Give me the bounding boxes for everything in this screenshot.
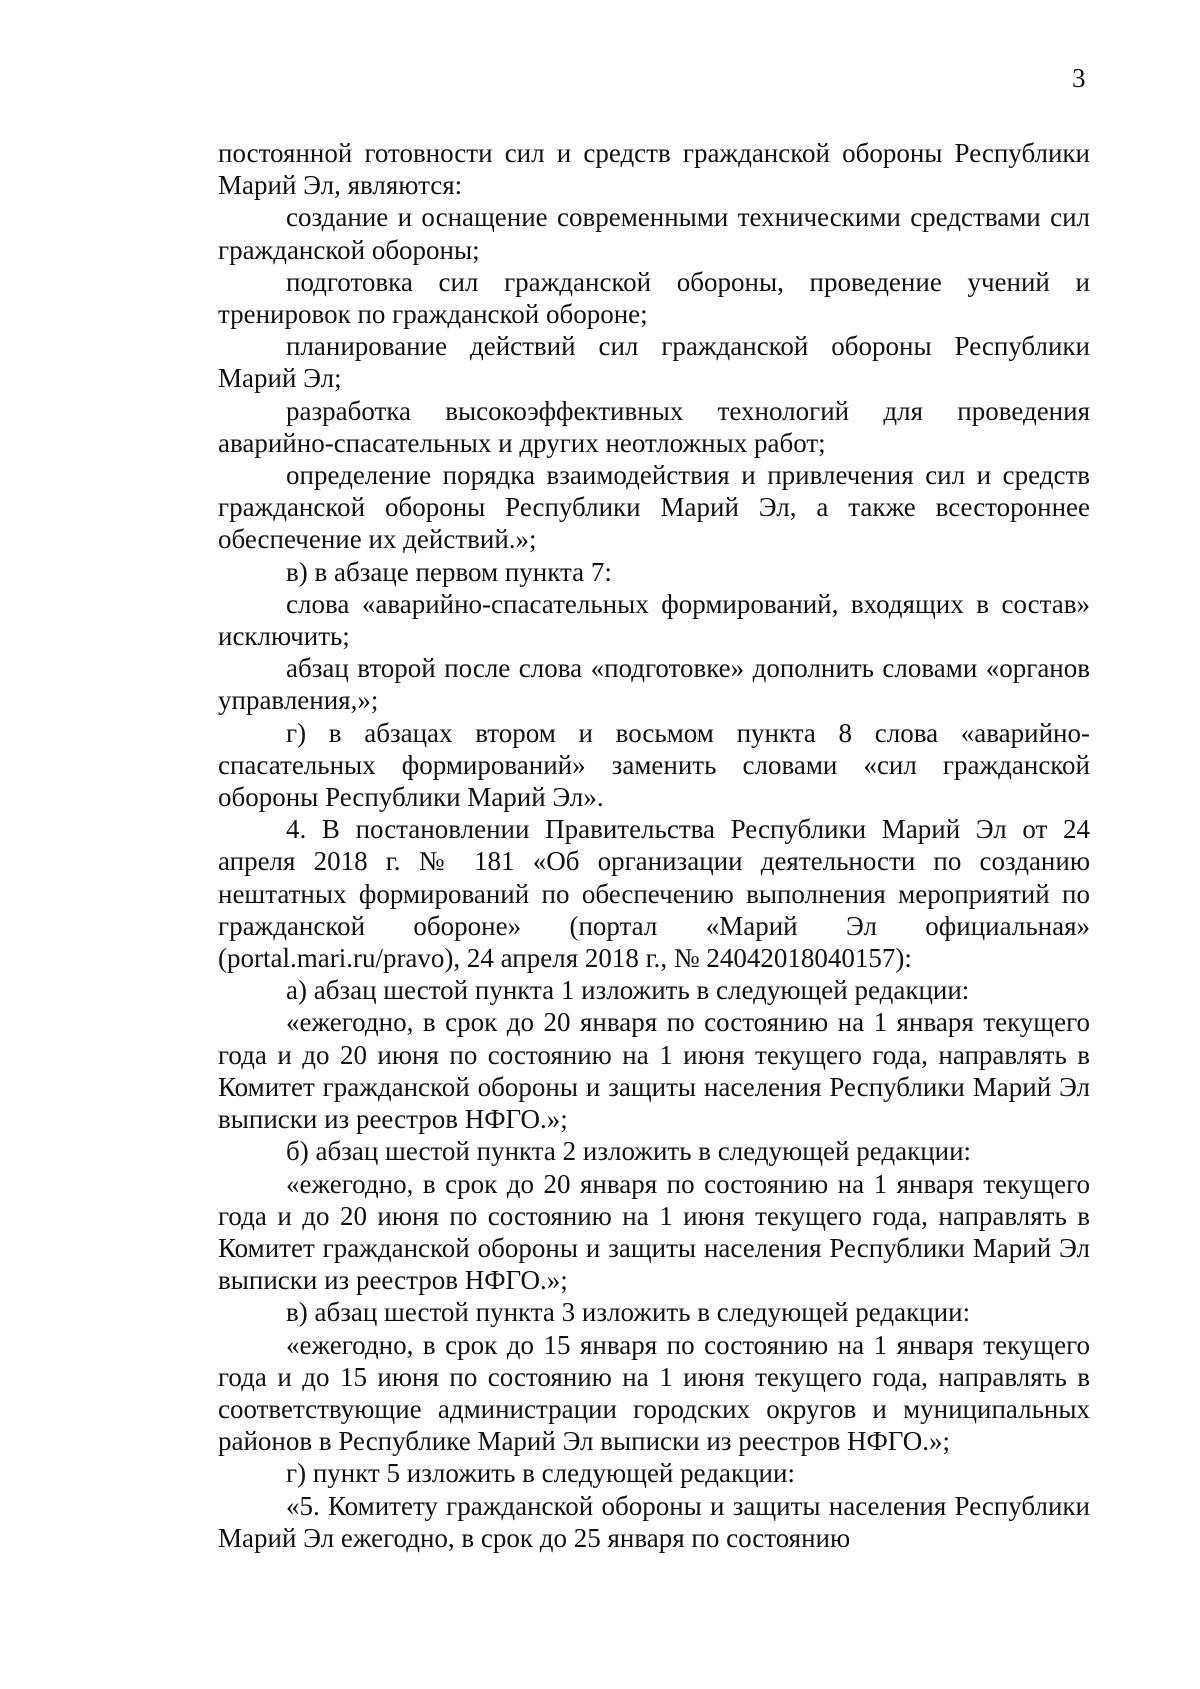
paragraph: в) в абзаце первом пункта 7: [286,556,612,587]
paragraph: слова «аварийно-спасательных формирований, входящих в состав» исключить; [218,588,1090,652]
paragraph: г) в абзацах втором и восьмом пункта 8 слова «аварийно-спасательных формирований» заменить словами «сил гражданской обороны Республики Марий Эл». [218,717,1090,813]
paragraph: в) абзац шестой пункта 3 изложить в следующей редакции: [286,1297,971,1328]
paragraph: «5. Комитету гражданской обороны и защиты населения Республики Марий Эл ежегодно, в срок до 25 января по состоянию [218,1490,1090,1553]
document-body [218,137,1090,1554]
paragraph: подготовка сил гражданской обороны, проведение учений и тренировок по гражданской обороне; [218,266,1090,330]
paragraph: определение порядка взаимодействия и привлечения сил и средств гражданской обороны Республики Марий Эл, а также всестороннее обеспечение их действий.»; [218,460,1090,555]
paragraph: «ежегодно, в срок до 20 января по состоянию на 1 января текущего года и до 20 июня по состоянию на 1 июня текущего года, направлять в Комитет гражданской обороны и защиты населения Республики Марий Эл выписки из реестров НФГО.»; [218,1007,1090,1135]
paragraph: абзац второй после слова «подготовке» дополнить словами «органов управления,»; [218,653,1090,716]
paragraph: «ежегодно, в срок до 20 января по состоянию на 1 января текущего года и до 20 июня по состоянию на 1 июня текущего года, направлять в Комитет гражданской обороны и защиты населения Республики Марий Эл выписки из реестров НФГО.»; [218,1168,1090,1296]
page-number: 3 [1072,63,1086,93]
paragraph: планирование действий сил гражданской обороны Республики Марий Эл; [218,331,1090,394]
paragraph: постоянной готовности сил и средств гражданской обороны Республики Марий Эл, являются: [218,138,1090,201]
paragraph: г) пункт 5 изложить в следующей редакции: [286,1458,795,1489]
paragraph: «ежегодно, в срок до 15 января по состоянию на 1 января текущего года и до 15 июня по состоянию на 1 июня текущего года, направлять в соответствующие администрации городских округов и муниципальных районов в Республике Марий Эл выписки из реестров НФГО.»; [218,1329,1090,1457]
paragraph: б) абзац шестой пункта 2 изложить в следующей редакции: [286,1136,972,1167]
paragraph: разработка высокоэффективных технологий для проведения аварийно-спасательных и других неотложных работ; [218,395,1090,458]
paragraph: 4. В постановлении Правительства Республики Марий Эл от 24 апреля 2018 г. № 181 «Об организации деятельности по созданию нештатных формирований по обеспечению выполнения мероприятий по гражданской обороне» (портал «Марий Эл официальная» (portal.mari.ru/pravo), 24 апреля 2018 г., № 24042018040157): [218,814,1090,974]
paragraph: создание и оснащение современными техническими средствами сил гражданской обороны; [218,202,1090,265]
paragraph: а) абзац шестой пункта 1 изложить в следующей редакции: [286,975,970,1006]
